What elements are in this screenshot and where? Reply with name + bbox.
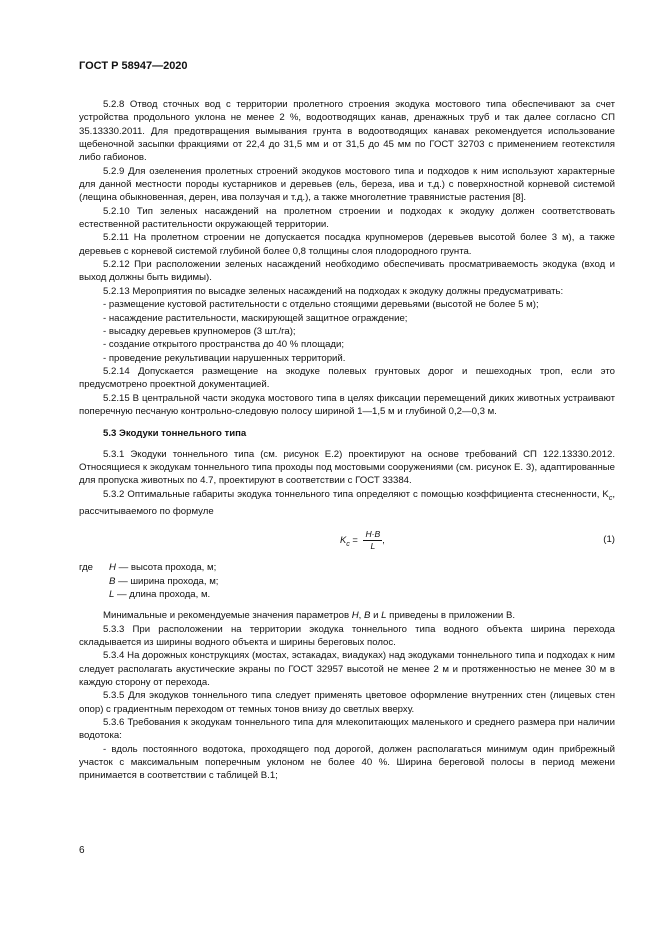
formula-numerator: H·B	[365, 529, 381, 540]
formula-lhs-subscript: c	[346, 541, 350, 549]
where-row	[79, 575, 615, 588]
formula-1	[79, 521, 615, 555]
page-number: 6	[79, 845, 85, 856]
formula-fraction	[363, 529, 382, 552]
para-5-2-8: 5.2.8 Отвод сточных вод с территории пролетного строения экодука мостового типа обеспечивают за счет устройства продольного уклона не менее 2 %, водоотводящих канав, дренажных труб и так далее согласно СП 35.13330.2011. Для предотвращения вымывания грунта в водоотводящих канавах рекомендуется использование щебеночной засыпки фракциями от 22,4 до 31,5 мм и от 31,5 до 45 мм по ГОСТ 32703 с применением геотекстиля либо габионов.	[79, 99, 615, 164]
formula-denominator: L	[370, 541, 376, 552]
para-5-2-15: 5.2.15 В центральной части экодука мостового типа в целях фиксации перемещений диких животных устраивают поперечную песчаную контрольно-следовую полосу шириной 1—1,5 м и глубиной 0,2—0,3 м.	[79, 392, 615, 417]
para-5-2-13: 5.2.13 Мероприятия по высадке зеленых насаждений на подходах к экодуку должны предусматривать:	[103, 285, 564, 297]
document-body	[79, 98, 615, 783]
where-text: — высота прохода, м;	[115, 562, 217, 574]
section-heading-5-3: 5.3 Экодуки тоннельного типа	[103, 428, 247, 440]
formula-lhs: K	[340, 534, 347, 546]
para-5-3-2-tail: , рассчитываемого по формуле	[79, 488, 615, 517]
list-item: - высадку деревьев крупномеров (3 шт./га);	[103, 325, 296, 337]
where-text: — длина прохода, м.	[114, 588, 211, 600]
para-min-text: Минимальные и рекомендуемые значения параметров	[103, 610, 352, 622]
para-5-3-5: 5.3.5 Для экодуков тоннельного типа следует применять цветовое оформление внутренних стен (лицевых стен опор) с градиентным переходом от темных тонов внизу до светлых вверху.	[79, 690, 615, 715]
spacer	[79, 601, 615, 609]
para-5-3-2-text: 5.3.2 Оптимальные габариты экодука тоннельного типа определяют с помощью коэффициента стесненности, K	[103, 488, 609, 500]
list-item: - создание открытого пространства до 40 % площади;	[103, 339, 345, 351]
para-5-2-12: 5.2.12 При расположении зеленых насаждений необходимо обеспечивать просматриваемость экодука (вход и выход должны быть видимы).	[79, 259, 615, 284]
para-5-2-14: 5.2.14 Допускается размещение на экодуке полевых грунтовых дорог и пешеходных троп, если это предусмотрено проектной документацией.	[79, 365, 615, 391]
para-5-2-9: 5.2.9 Для озеленения пролетных строений экодуков мостового типа и подходов к ним используют характерные для данной местности породы кустарников и деревьев (ель, береза, ива и т.д.) с поверхностной корневой системой (лещина обыкновенная, дерен, ива ползучая и т.д.), а также многолетние травянистые растения [8].	[79, 165, 615, 204]
para-min-tail: приведены в приложении В.	[386, 610, 516, 622]
list-item: - насаждение растительности, маскирующей защитное ограждение;	[103, 312, 408, 324]
para-5-3-1: 5.3.1 Экодуки тоннельного типа (см. рисунок Е.2) проектируют на основе требований СП 122.13330.2012. Относящиеся к экодукам тоннельного типа проходы под мостовыми сооружениями (см. рисунок Е. 3), адаптированные для пропуска животных по 4.7, проектируют в соответствии с ГОСТ 33384.	[79, 448, 615, 487]
where-label: где	[79, 562, 94, 574]
para-min-sym-h: H	[351, 610, 359, 622]
where-text: — ширина прохода, м;	[115, 575, 219, 587]
para-min-sym-b: B	[364, 610, 371, 622]
para-5-2-11: 5.2.11 На пролетном строении не допускается посадка крупномеров (деревьев высотой более 3 м), а также деревьев с корневой системой глубиной более 0,8 толщины слоя плодородного грунта.	[79, 232, 615, 257]
formula-tail: ,	[382, 534, 385, 546]
para-5-3-6-item: - вдоль постоянного водотока, проходящего под дорогой, должен располагаться минимум один прибрежный участок с максимальным поперечным уклоном не более 40 %. Ширина береговой полосы в период межени принимается в соответствии с таблицей В.1;	[79, 743, 615, 782]
para-5-3-6: 5.3.6 Требования к экодукам тоннельного типа для млекопитающих маленького и среднего размера при наличии водотока:	[79, 717, 615, 742]
where-symbol: H	[109, 562, 116, 574]
para-5-3-4: 5.3.4 На дорожных конструкциях (мостах, эстакадах, виадуках) над экодуками тоннельного типа и подходах к ним следует располагать акустические экраны по ГОСТ 32957 высотой не менее 2 м и протяженностью не менее 30 м в каждую сторону от перехода.	[79, 650, 615, 688]
para-5-3-2	[79, 488, 615, 519]
para-min-and: и	[370, 610, 382, 622]
where-symbol: B	[109, 575, 116, 587]
formula-equals: =	[349, 534, 361, 546]
para-min-sym-l: L	[381, 610, 387, 622]
where-definition	[109, 561, 216, 574]
where-row	[79, 588, 615, 601]
page-header: ГОСТ Р 58947—2020	[79, 60, 188, 72]
formula-number: (1)	[603, 534, 615, 546]
where-symbol: L	[109, 588, 115, 600]
list-item: - проведение рекультивации нарушенных территорий.	[103, 352, 346, 364]
para-5-2-10: 5.2.10 Тип зеленых насаждений на пролетном строении и подходах к экодуку должен соответствовать естественной растительности окружающей территории.	[79, 205, 615, 231]
para-5-3-3: 5.3.3 При расположении на территории экодука тоннельного типа водного объекта ширина перехода складывается из ширины водного объекта и ширины береговых полос.	[79, 623, 615, 648]
where-row	[79, 561, 615, 574]
para-min-values: Минимальные и рекомендуемые значения параметров H, B и L приведены в приложении В.	[103, 610, 516, 622]
formula-body	[340, 529, 385, 552]
list-item: - размещение кустовой растительности с отдельно стоящими деревьями (высотой не более 5 м);	[103, 299, 539, 311]
para-5-3-2-subscript: с	[608, 494, 613, 502]
